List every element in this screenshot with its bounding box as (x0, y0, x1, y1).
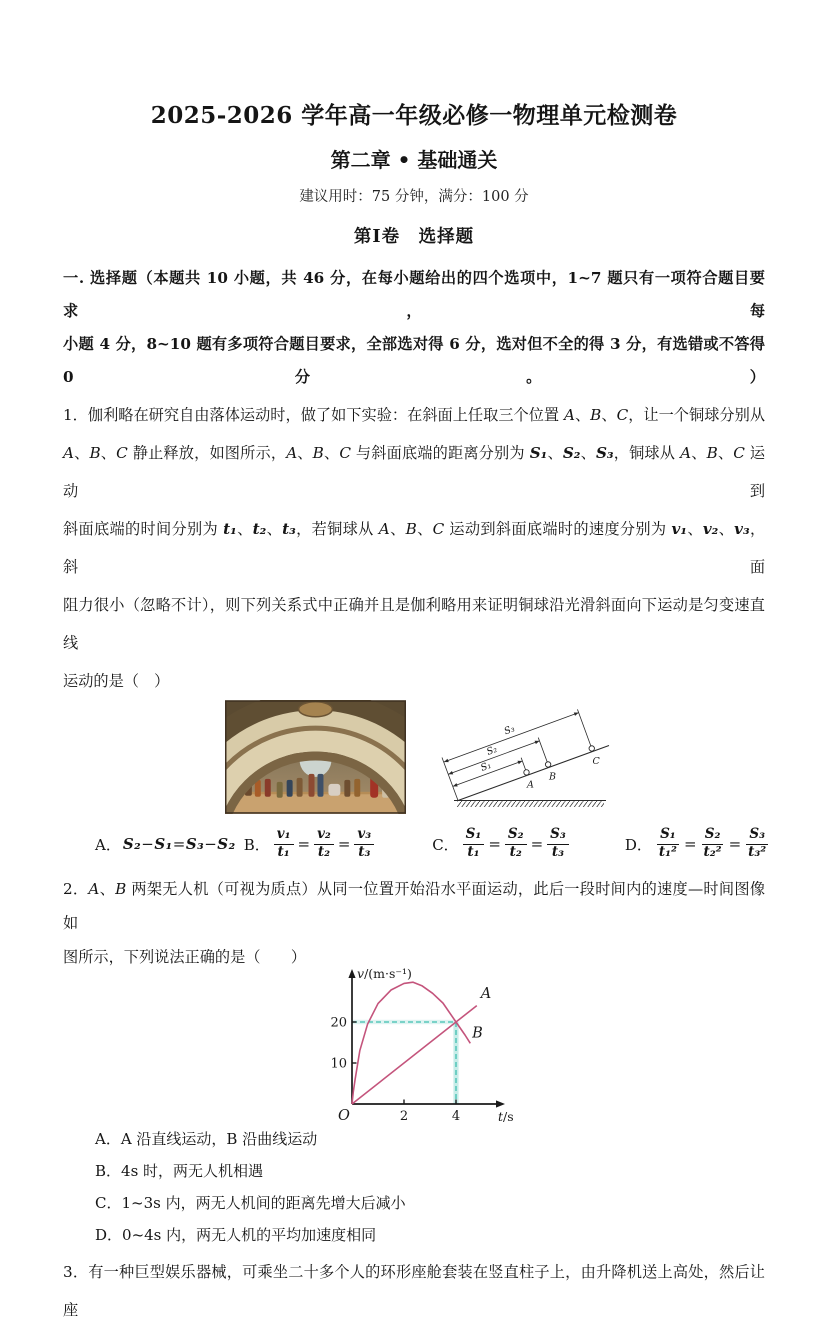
q1-line-3: 斜面底端的时间分别为 t₁、t₂、t₃，若铜球从 A、B、C 运动到斜面底端时的速度分别为 v₁、v₂、v₃，斜面 (63, 520, 766, 576)
expression-text: S₂−S₁=S₃−S₂ (122, 835, 236, 853)
expression-text: = (683, 835, 697, 853)
q1-line-5: 运动的是（ ） (63, 672, 170, 690)
y-axis-label: v/(m·s⁻¹) (357, 966, 412, 981)
ball-c (589, 746, 594, 751)
question-1 (63, 396, 765, 700)
label-s3: S₃ (502, 723, 517, 738)
ball-a (524, 770, 529, 775)
fraction: $\frac{\text{v₃}}{\text{t₃}}$ (354, 827, 374, 860)
school-of-athens-painting (225, 700, 406, 814)
expression-text: = (337, 835, 351, 853)
q1-option (432, 827, 571, 860)
fraction: $\frac{\text{v₂}}{\text{t₂}}$ (314, 827, 334, 860)
option-label: C． (432, 835, 459, 854)
q1-line-4: 阻力很小（忽略不计），则下列关系式中正确并且是伽利略用来证明铜球沿光滑斜面向下运动是匀变速直线 (63, 596, 765, 652)
base-perpendicular (442, 758, 458, 801)
expression-text: = (728, 835, 742, 853)
q2-option: C．1~3s 内，两无人机间的距离先增大后减小 (95, 1194, 406, 1212)
q3-line-1: 3．有一种巨型娱乐器械，可乘坐二十多个人的环形座舱套装在竖直柱子上，由升降机送上高处，然后让座 (63, 1263, 765, 1319)
vt-graph-wrap (320, 964, 765, 1129)
option-label: B． (243, 835, 270, 854)
q1-option (244, 827, 376, 860)
series-label-B: B (472, 1025, 483, 1042)
fraction: $\frac{\text{S₂}}{\text{t₂²}}$ (703, 826, 722, 860)
incline-line (458, 743, 609, 801)
expression-text: = (488, 835, 501, 853)
fraction: $\frac{\text{S₂}}{\text{t₂}}$ (505, 827, 527, 860)
x-tick-label: 2 (399, 1109, 409, 1124)
x-axis-arrow (496, 1100, 505, 1107)
x-tick-label: 4 (451, 1109, 461, 1124)
expression-text: = (297, 835, 311, 853)
ground-hatching (457, 801, 604, 807)
fraction: $\frac{\text{S₃}}{\text{t₃²}}$ (748, 826, 767, 860)
intro-line-2: 小题 4 分，8~10 题有多项符合题目要求，全部选对得 6 分，选对但不全的得 3 分，有选错或不答得 0 分。） (63, 335, 765, 386)
q2-option: A．A 沿直线运动，B 沿曲线运动 (95, 1130, 318, 1148)
y-tick-label: 10 (330, 1056, 347, 1072)
option-label: A． (95, 835, 121, 854)
velocity-time-graph (320, 964, 520, 1129)
fraction: $\frac{\text{S₃}}{\text{t₃}}$ (547, 827, 569, 860)
copper-balls (524, 746, 595, 775)
question-3 (63, 1253, 765, 1329)
fresco-medallion (299, 702, 333, 717)
tick-b (538, 738, 548, 764)
q2-line-2: 图所示，下列说法正确的是（ ） (63, 948, 306, 966)
q1-option (625, 827, 771, 860)
q2-options (63, 1123, 765, 1251)
label-c: C (592, 756, 600, 767)
label-s2: S₂ (485, 743, 499, 758)
label-b: B (549, 771, 556, 783)
option-label: D． (624, 835, 652, 854)
page-subtitle: 第二章 • 基础通关 (330, 148, 498, 172)
fraction: $\frac{\text{S₁}}{\text{t₁}}$ (463, 827, 485, 860)
q1-figures (225, 700, 765, 816)
expression-text: = (530, 835, 544, 853)
x-axis-label: t/s (498, 1109, 514, 1124)
question-2 (63, 872, 765, 974)
q2-option: D．0~4s 内，两无人机的平均加速度相同 (95, 1226, 377, 1244)
section-intro (63, 262, 765, 394)
y-tick-label: 20 (330, 1015, 347, 1031)
ball-b (545, 762, 550, 767)
q1-line-2: A、B、C 静止释放，如图所示，A、B、C 与斜面底端的距离分别为 S₁、S₂、S₃，铜球从 A、B、C 运动到 (63, 444, 766, 500)
q2-option: B．4s 时，两无人机相遇 (95, 1162, 264, 1180)
y-axis-arrow (348, 969, 355, 978)
tick-c (577, 709, 591, 748)
page-title: 2025-2026 学年高一年级必修一物理单元检测卷 (150, 102, 678, 129)
incline-diagram (434, 700, 612, 816)
q2-line-1: 2．A、B 两架无人机（可视为质点）从同一位置开始沿水平面运动，此后一段时间内的速度—时间图像如 (63, 880, 766, 932)
exam-meta: 建议用时：75 分钟，满分：100 分 (299, 189, 529, 205)
fraction: $\frac{\text{v₁}}{\text{t₁}}$ (274, 827, 294, 860)
q1-option (95, 834, 236, 855)
series-B (352, 982, 470, 1104)
q1-options (63, 822, 765, 866)
label-s1: S₁ (479, 759, 493, 774)
section-heading: 第I卷 选择题 (353, 227, 475, 247)
q1-line-1: 1．伽利略在研究自由落体运动时，做了如下实验：在斜面上任取三个位置 A、B、C，让一个铜球分别从 (63, 406, 766, 424)
origin-label: O (338, 1108, 350, 1124)
label-a: A (527, 779, 534, 791)
series-label-A: A (480, 986, 492, 1003)
arrow-s3 (444, 713, 579, 762)
fraction: $\frac{\text{S₁}}{\text{t₁²}}$ (658, 826, 677, 860)
intro-line-1: 一. 选择题（本题共 10 小题，共 46 分，在每小题给出的四个选项中，1~7 题只有一项符合题目要求，每 (63, 269, 765, 320)
